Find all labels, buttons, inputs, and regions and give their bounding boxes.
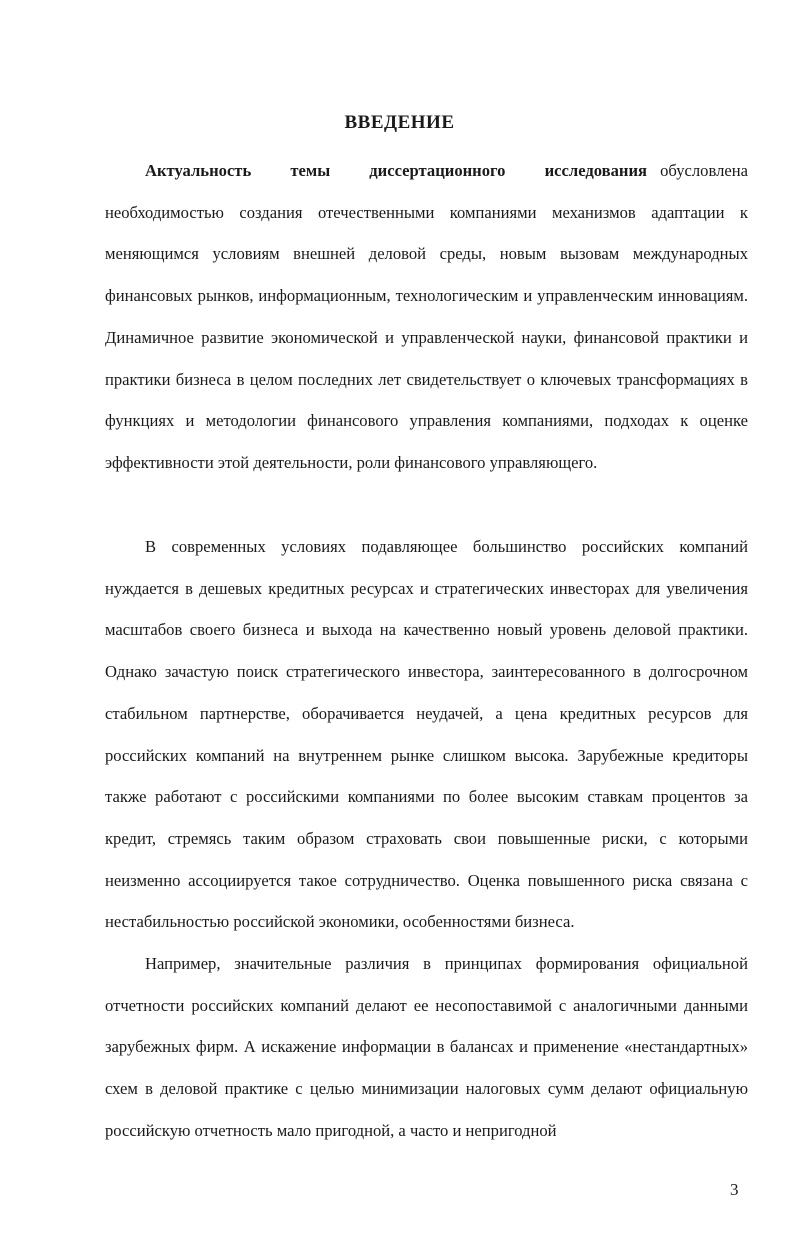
relevance-lead: Актуальность темы диссертационного исследования <box>145 161 647 180</box>
relevance-text: обусловлена необходимостью создания отечественными компаниями механизмов адаптации к меняющимся условиям внешней деловой среды, новым вызовам международных финансовых рынков, информационным, технологическим и управленческим инновациям. Динамичное развитие экономической и управленческой науки, финансовой практики и практики бизнеса в целом последних лет свидетельствует о ключевых трансформациях в функциях и методологии финансового управления компаниями, подходах к оценке эффективности этой деятельности, роли финансового управляющего. <box>105 161 748 472</box>
page-number: 3 <box>730 1180 739 1199</box>
page-title: ВВЕДЕНИЕ <box>344 112 455 133</box>
paragraph-example: Например, значительные различия в принципах формирования официальной отчетности российских компаний делают ее несопоставимой с аналогичными данными зарубежных фирм. А искажение информации в балансах и применение «нестандартных» схем в деловой практике с целью минимизации налоговых сумм делают официальную российскую отчетность мало пригодной, а часто и непригодной <box>105 954 748 1140</box>
paragraph-relevance <box>105 150 748 484</box>
paragraph-modern-conditions: В современных условиях подавляющее большинство российских компаний нуждается в дешевых кредитных ресурсах и стратегических инвесторах для увеличения масштабов своего бизнеса и выхода на качественно новый уровень деловой практики. Однако зачастую поиск стратегического инвестора, заинтересованного в долгосрочном стабильном партнерстве, оборачивается неудачей, а цена кредитных ресурсов для российских компаний на внутреннем рынке слишком высока. Зарубежные кредиторы также работают с российскими компаниями по более высоким ставкам процентов за кредит, стремясь таким образом страховать свои повышенные риски, с которыми неизменно ассоциируется такое сотрудничество. Оценка повышенного риска связана с нестабильностью российской экономики, особенностями бизнеса. <box>105 537 748 932</box>
